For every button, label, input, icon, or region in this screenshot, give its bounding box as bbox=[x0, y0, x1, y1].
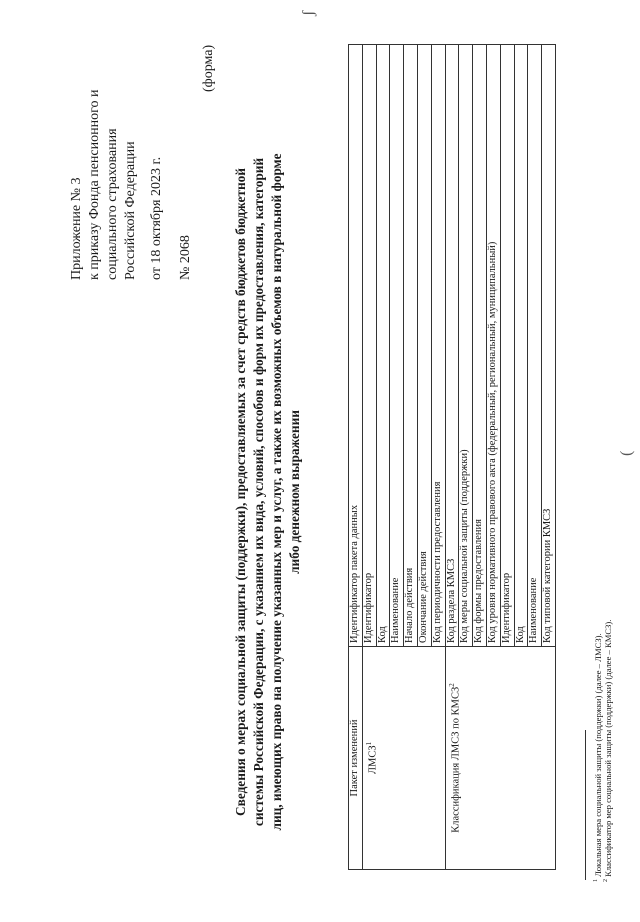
group-label: Пакет изменений bbox=[349, 719, 360, 797]
field-cell: Код меры социальной защиты (поддержки) bbox=[459, 45, 473, 647]
footnote-text: Локальная мера социальной защиты (поддержки) (далее – ЛМСЗ). bbox=[592, 633, 603, 877]
table-row bbox=[349, 45, 363, 870]
field-cell: Код bbox=[376, 45, 390, 647]
field-cell: Код типовой категории КМСЗ bbox=[542, 45, 556, 647]
field-cell: Код периодичности предоставления bbox=[431, 45, 445, 647]
handwritten-mark: ʃ bbox=[300, 10, 317, 16]
field-cell: Окончание действия bbox=[417, 45, 431, 647]
group-cell-package bbox=[349, 647, 363, 870]
appendix-number: Приложение № 3 bbox=[69, 177, 84, 280]
group-label: ЛМСЗ bbox=[367, 745, 379, 775]
field-cell: Идентификатор bbox=[500, 45, 514, 647]
footnote-text: Классификатор мер социальной защиты (поддержки) (далее – КМСЗ). bbox=[602, 619, 613, 877]
group-cell-lmsz bbox=[362, 647, 445, 870]
order-date: от 18 октября 2023 г. bbox=[149, 156, 164, 280]
group-cell-classification bbox=[445, 647, 555, 870]
field-cell: Идентификатор bbox=[362, 45, 376, 647]
footnote-ref: 2 bbox=[447, 683, 456, 687]
field-cell: Код уровня нормативного правового акта (федеральный, региональный, муниципальный) bbox=[486, 45, 500, 647]
footnote-separator bbox=[585, 730, 586, 880]
field-cell: Начало действия bbox=[404, 45, 418, 647]
pencil-mark: ( bbox=[618, 450, 635, 456]
document-title-line-4: либо денежном выражении bbox=[287, 410, 302, 574]
field-cell: Код bbox=[514, 45, 528, 647]
footnote-number: 1 bbox=[593, 879, 599, 882]
table-row bbox=[445, 45, 459, 870]
order-number: № 2068 bbox=[178, 235, 193, 280]
field-cell: Код формы предоставления bbox=[473, 45, 487, 647]
table-row bbox=[362, 45, 376, 870]
form-label: (форма) bbox=[201, 44, 216, 92]
document-title-line-3: лиц, имеющих право на получение указанных мер и услуг, а также их возможных объемов в натуральной форме bbox=[269, 153, 284, 831]
field-cell: Код раздела КМСЗ bbox=[445, 45, 459, 647]
group-label: Классификация ЛМСЗ по КМСЗ bbox=[450, 686, 462, 833]
order-line-3: Российской Федерации bbox=[123, 141, 138, 280]
document-title-line-1: Сведения о мерах социальной защиты (поддержки), предоставляемых за счет средств бюджетов бюджетной bbox=[233, 168, 248, 816]
footnote-2 bbox=[601, 620, 613, 882]
field-cell: Наименование bbox=[390, 45, 404, 647]
order-line-2: социального страхования bbox=[105, 128, 120, 280]
field-cell: Идентификатор пакета данных bbox=[349, 45, 363, 647]
order-line-1: к приказу Фонда пенсионного и bbox=[87, 89, 102, 280]
footnote-number: 2 bbox=[603, 879, 609, 882]
footnote-ref: 1 bbox=[364, 741, 373, 746]
document-title-line-2: системы Российской Федерации, с указанием их вида, условий, способов и форм их предоставления, категорий bbox=[251, 157, 266, 827]
data-structure-table bbox=[348, 44, 556, 870]
field-cell: Наименование bbox=[528, 45, 542, 647]
